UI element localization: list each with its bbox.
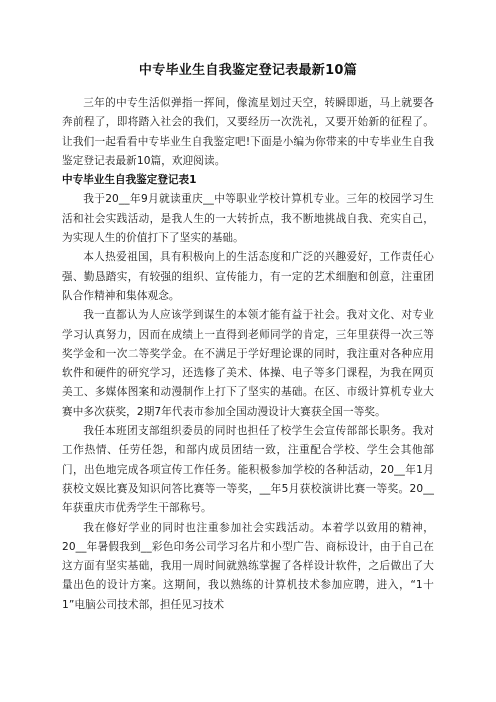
intro-paragraph: 三年的中专生活似弹指一挥间，像流星划过天空，转瞬即逝，马上就要各奔前程了，即将踏入社会的我们，又要经历一次洗礼，又要开始新的征程了。让我们一起看看中专毕业生自我鉴定吧!下面是小编为你带来的中专毕业生自我鉴定登记表最新10篇，欢迎阅读。 bbox=[62, 97, 434, 167]
body-paragraph: 我于20__年9月就读重庆__中等职业学校计算机专业。三年的校园学习生活和社会实践活动，是我人生的一大转折点，我不断地挑战自我、充实自己，为实现人生的价值打下了坚实的基础。 bbox=[62, 193, 434, 245]
body-paragraph: 本人热爱祖国，具有积极向上的生活态度和广泛的兴趣爱好，工作责任心强、勤恳踏实，有较强的组织、宣传能力，有一定的艺术细胞和创意，注重团队合作精神和集体观念。 bbox=[62, 251, 434, 302]
section-heading: 中专毕业生自我鉴定登记表1 bbox=[62, 174, 197, 187]
document-title: 中专毕业生自我鉴定登记表最新10篇 bbox=[138, 63, 358, 78]
body-paragraph: 我在修好学业的同时也注重参加社会实践活动。本着学以致用的精神，20__年暑假我到__彩色印务公司学习名片和小型广告、商标设计，由于自己在这方面有坚实基础，我用一周时间就熟练掌握了各样设计软件，之后做出了大量出色的设计方案。这期间，我以熟练的计算机技术参加应聘，进入，“1十1”电脑公司技术部，担任见习技术 bbox=[62, 521, 434, 611]
body-paragraph: 我任本班团支部组织委员的同时也担任了校学生会宣传部部长职务。我对工作热情、任劳任怨，和部内成员团结一致，注重配合学校、学生会其他部门，出色地完成各项宣传工作任务。能积极参加学校的各种活动，20__年1月获校文娱比赛及知识问答比赛等一等奖，__年5月获校演讲比赛一等奖。20__年获重庆市优秀学生干部称号。 bbox=[62, 425, 434, 515]
body-paragraph: 我一直都认为人应该学到谋生的本领才能有益于社会。我对文化、对专业学习认真努力，因而在成绩上一直得到老师同学的肯定，三年里获得一次三等奖学金和一次二等奖学金。在不满足于学好理论课的同时，我注重对各种应用软件和硬件的研究学习，还选修了美术、体操、电子等多门课程，为我在网页美工、多媒体图案和动漫制作上打下了坚实的基础。在区、市级计算机专业大赛中多次获奖，2期7年代表市参加全国动漫设计大赛获全国一等奖。 bbox=[62, 309, 434, 418]
